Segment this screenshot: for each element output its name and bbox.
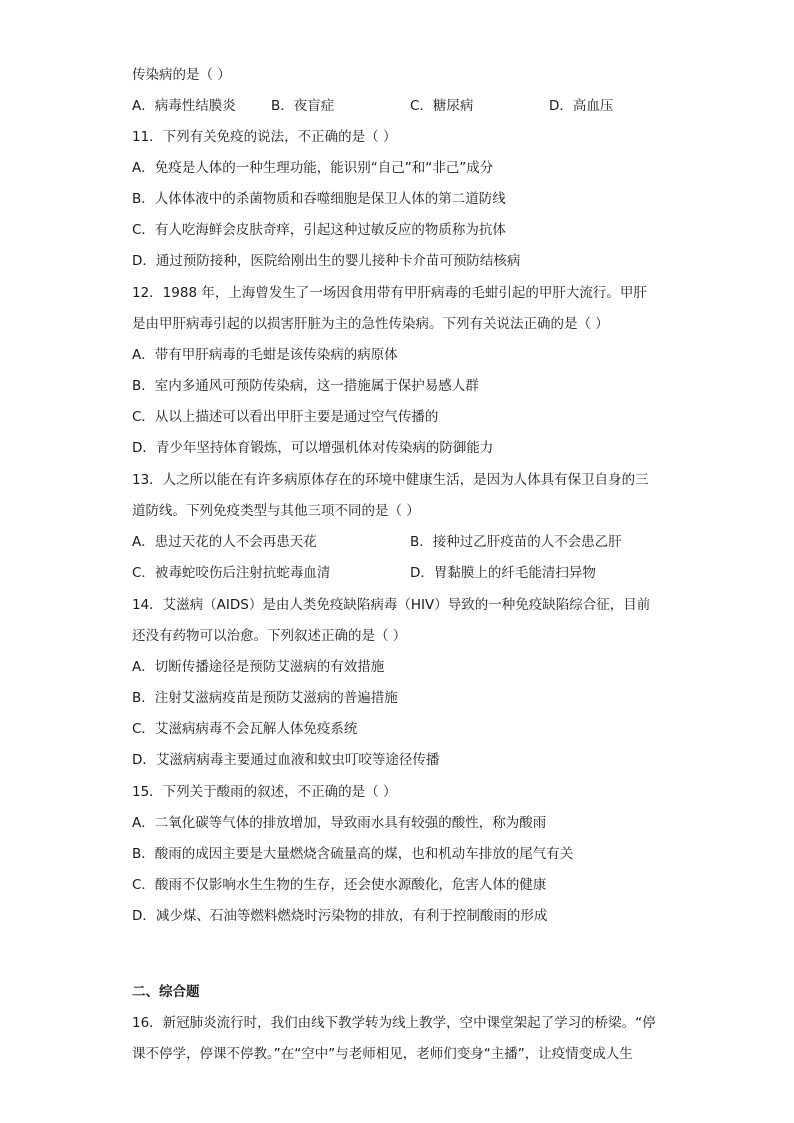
q10-option-a: A．病毒性结膜炎 (132, 98, 236, 114)
q10-stem-end: 传染病的是（ ） (132, 67, 231, 83)
q12-stem-line-2: 是由甲肝病毒引起的以损害肝脏为主的急性传染病。下列有关说法正确的是（ ） (132, 316, 609, 332)
q10-option-c: C．糖尿病 (410, 98, 474, 114)
q14-option-d: D．艾滋病病毒主要通过血液和蚊虫叮咬等途径传播 (132, 752, 440, 768)
q15-stem: 15．下列关于酸雨的叙述，不正确的是（ ） (132, 784, 397, 800)
q15-option-c: C．酸雨不仅影响水生生物的生存，还会使水源酸化，危害人体的健康 (132, 877, 547, 893)
q15-option-d: D．减少煤、石油等燃料燃烧时污染物的排放，有利于控制酸雨的形成 (132, 908, 548, 924)
q14-stem-line-2: 还没有药物可以治愈。下列叙述正确的是（ ） (132, 628, 407, 644)
q13-option-a: A．患过天花的人不会再患天花 (132, 534, 317, 550)
section-2-title: 二、综合题 (132, 984, 200, 1000)
q16-stem-line-2: 课不停学，停课不停教。”在“空中”与老师相见，老师们变身“主播”，让疫情变成人生 (132, 1046, 633, 1062)
q16-stem-line-1: 16．新冠肺炎流行时，我们由线下教学转为线上教学，空中课堂架起了学习的桥梁。“停 (132, 1015, 656, 1031)
q14-option-a: A．切断传播途径是预防艾滋病的有效措施 (132, 659, 385, 675)
q10-option-d: D．高血压 (549, 98, 614, 114)
q12-option-d: D．青少年坚持体育锻炼，可以增强机体对传染病的防御能力 (132, 440, 494, 456)
q13-option-c: C．被毒蛇咬伤后注射抗蛇毒血清 (132, 565, 331, 581)
q13-option-d: D．胃黏膜上的纤毛能清扫异物 (410, 565, 596, 581)
q12-option-b: B．室内多通风可预防传染病，这一措施属于保护易感人群 (132, 378, 479, 394)
q12-stem-line-1: 12．1988 年，上海曾发生了一场因食用带有甲肝病毒的毛蚶引起的甲肝大流行。甲肝 (132, 285, 647, 301)
q15-option-a: A．二氧化碳等气体的排放增加，导致雨水具有较强的酸性，称为酸雨 (132, 815, 547, 831)
q14-option-b: B．注射艾滋病疫苗是预防艾滋病的普遍措施 (132, 690, 398, 706)
q12-option-a: A．带有甲肝病毒的毛蚶是该传染病的病原体 (132, 347, 398, 363)
q12-option-c: C．从以上描述可以看出甲肝主要是通过空气传播的 (132, 409, 439, 425)
q14-stem-line-1: 14．艾滋病（AIDS）是由人类免疫缺陷病毒（HIV）导致的一种免疫缺陷综合征，目前 (132, 597, 651, 613)
q10-option-b: B．夜盲症 (271, 98, 335, 114)
q11-option-d: D．通过预防接种，医院给刚出生的婴儿接种卡介苗可预防结核病 (132, 253, 521, 269)
q14-option-c: C．艾滋病病毒不会瓦解人体免疫系统 (132, 721, 358, 737)
q13-stem-line-1: 13．人之所以能在有许多病原体存在的环境中健康生活，是因为人体具有保卫自身的三 (132, 472, 649, 488)
q13-option-b: B．接种过乙肝疫苗的人不会患乙肝 (410, 534, 622, 550)
q11-option-a: A．免疫是人体的一种生理功能，能识别“自己”和“非己”成分 (132, 160, 494, 176)
q13-stem-line-2: 道防线。下列免疫类型与其他三项不同的是（ ） (132, 503, 420, 519)
q11-option-b: B．人体体液中的杀菌物质和吞噬细胞是保卫人体的第二道防线 (132, 191, 506, 207)
q11-stem: 11．下列有关免疫的说法，不正确的是（ ） (132, 129, 397, 145)
q15-option-b: B．酸雨的成因主要是大量燃烧含硫量高的煤，也和机动车排放的尾气有关 (132, 846, 574, 862)
q11-option-c: C．有人吃海鲜会皮肤奇痒，引起这种过敏反应的物质称为抗体 (132, 222, 506, 238)
